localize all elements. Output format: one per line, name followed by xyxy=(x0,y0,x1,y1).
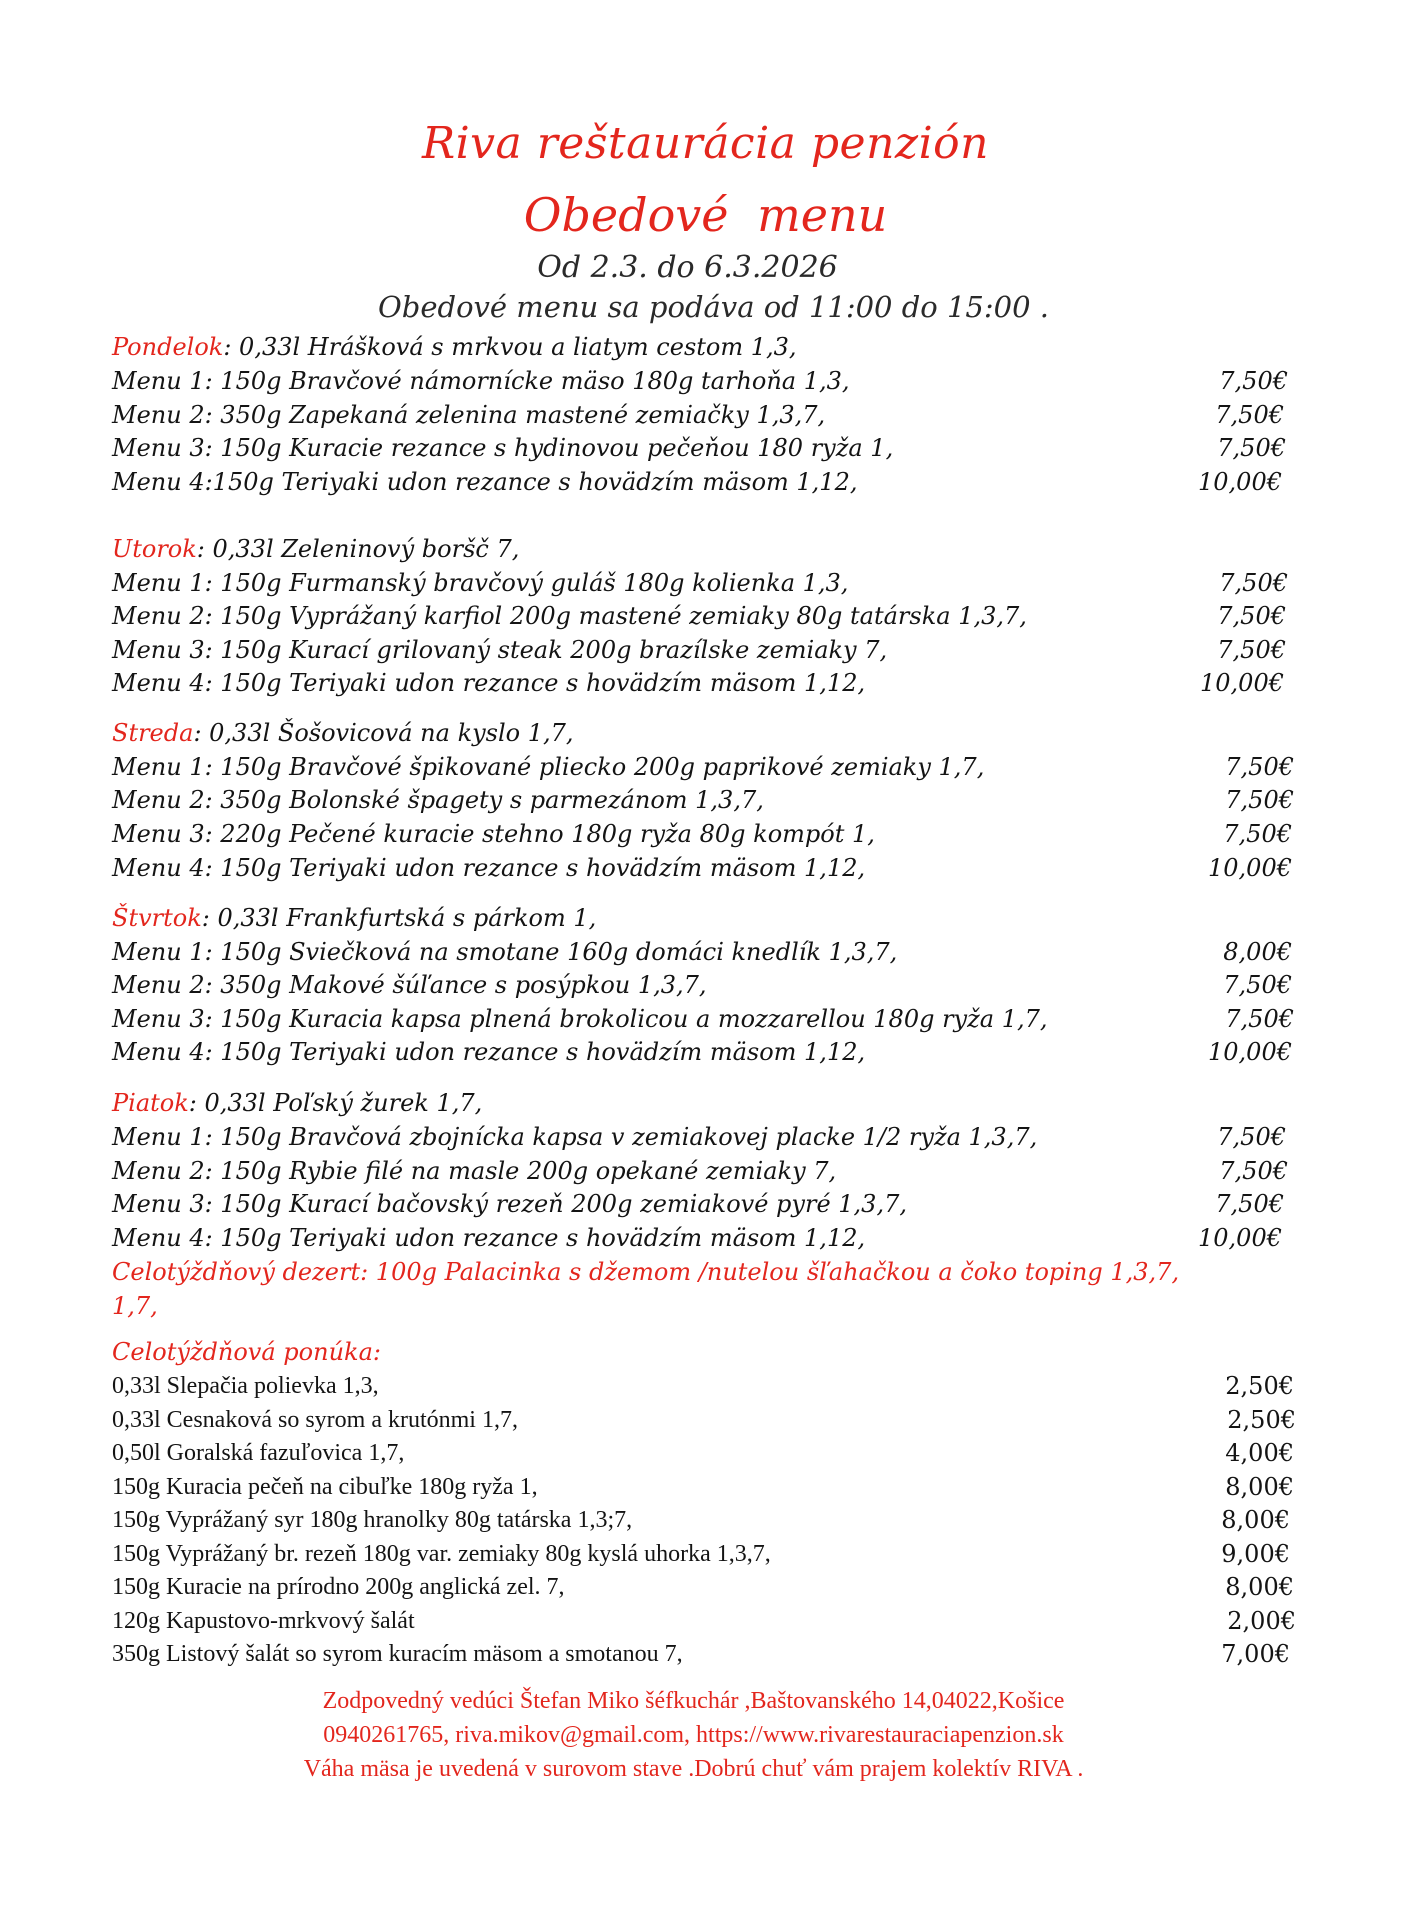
soup-of-day: : 0,33l Zeleninový boršč 7, xyxy=(196,535,520,563)
menu-item: Menu 1: 150g Bravčové špikované pliecko 200g paprikové zemiaky 1,7, xyxy=(112,753,985,781)
menu-price: 7,50€ xyxy=(1219,367,1288,395)
soup-of-day: : 0,33l Šošovicová na kyslo 1,7, xyxy=(193,719,574,747)
weekly-price: 2,50€ xyxy=(1227,1406,1296,1434)
menu-item: Menu 3: 150g Kurací bačovský rezeň 200g zemiakové pyré 1,3,7, xyxy=(112,1190,907,1218)
menu-item: Menu 3: 150g Kuracia kapsa plnená brokolicou a mozzarellou 180g ryža 1,7, xyxy=(112,1005,1048,1033)
menu-price: 7,50€ xyxy=(1225,786,1294,814)
day-name: Streda xyxy=(112,719,194,747)
weekly-price: 9,00€ xyxy=(1221,1540,1290,1568)
menu-item: Menu 3: 150g Kuracie rezance s hydinovou pečeňou 180 ryža 1, xyxy=(112,434,894,462)
weekly-item: 150g Vyprážaný syr 180g hranolky 80g tatárska 1,3;7, xyxy=(112,1507,633,1533)
day-heading-monday xyxy=(112,331,797,363)
menu-item: Menu 1: 150g Sviečková na smotane 160g domáci knedlík 1,3,7, xyxy=(112,938,898,966)
menu-item: Menu 1: 150g Furmanský bravčový guláš 180g kolienka 1,3, xyxy=(112,569,849,597)
day-heading-tuesday xyxy=(112,533,519,565)
menu-item: Menu 2: 350g Zapekaná zelenina mastené zemiačky 1,3,7, xyxy=(112,401,826,429)
weekly-dessert-allergens: 1,7, xyxy=(112,1292,158,1320)
serving-hours: Obedové menu sa podáva od 11:00 do 15:00 . xyxy=(378,290,1049,324)
weekly-item: 150g Kuracie na prírodno 200g anglická zel. 7, xyxy=(112,1574,565,1600)
menu-item: Menu 4:150g Teriyaki udon rezance s hovädzím mäsom 1,12, xyxy=(112,468,858,496)
menu-item: Menu 4: 150g Teriyaki udon rezance s hovädzím mäsom 1,12, xyxy=(112,1224,866,1252)
weekly-price: 2,50€ xyxy=(1225,1372,1294,1400)
weekly-item: 350g Listový šalát so syrom kuracím mäsom a smotanou 7, xyxy=(112,1641,683,1667)
day-name: Utorok xyxy=(112,535,197,563)
menu-price: 7,50€ xyxy=(1217,602,1286,630)
menu-item: Menu 2: 150g Vyprážaný karfiol 200g mastené zemiaky 80g tatárska 1,3,7, xyxy=(112,602,1027,630)
menu-price: 10,00€ xyxy=(1200,669,1284,697)
menu-price: 10,00€ xyxy=(1198,1224,1282,1252)
footer-contact: 0940261765, riva.mikov@gmail.com, https://www.rivarestauraciapenzion.sk xyxy=(323,1722,1064,1748)
weekly-item: 0,33l Cesnaková so syrom a krutónmi 1,7, xyxy=(112,1407,518,1433)
menu-price: 7,50€ xyxy=(1225,1005,1294,1033)
menu-title: Obedové menu xyxy=(523,188,888,242)
menu-item: Menu 4: 150g Teriyaki udon rezance s hovädzím mäsom 1,12, xyxy=(112,854,866,882)
menu-price: 8,00€ xyxy=(1223,938,1292,966)
menu-item: Menu 3: 150g Kurací grilovaný steak 200g brazílske zemiaky 7, xyxy=(112,636,888,664)
menu-price: 7,50€ xyxy=(1215,1190,1284,1218)
date-range: Od 2.3. do 6.3.2026 xyxy=(537,250,838,285)
weekly-price: 4,00€ xyxy=(1225,1439,1294,1467)
footer-manager-address: Zodpovedný vedúci Štefan Miko šéfkuchár ,Baštovanského 14,04022,Košice xyxy=(322,1688,1065,1714)
menu-price: 10,00€ xyxy=(1198,468,1282,496)
day-name: Pondelok xyxy=(112,333,224,361)
footer-note: Váha mäsa je uvedená v surovom stave .Dobrú chuť vám prajem kolektív RIVA . xyxy=(303,1756,1084,1782)
day-name: Štvrtok xyxy=(112,904,202,932)
menu-item: Menu 2: 150g Rybie filé na masle 200g opekané zemiaky 7, xyxy=(112,1157,837,1185)
weekly-item: 0,33l Slepačia polievka 1,3, xyxy=(112,1373,379,1399)
weekly-item: 120g Kapustovo-mrkvový šalát xyxy=(112,1608,415,1634)
menu-price: 7,50€ xyxy=(1219,569,1288,597)
weekly-price: 8,00€ xyxy=(1225,1573,1294,1601)
menu-price: 10,00€ xyxy=(1208,854,1292,882)
menu-item: Menu 4: 150g Teriyaki udon rezance s hovädzím mäsom 1,12, xyxy=(112,1038,866,1066)
menu-price: 7,50€ xyxy=(1215,401,1284,429)
weekly-price: 8,00€ xyxy=(1221,1506,1290,1534)
menu-price: 7,50€ xyxy=(1223,971,1292,999)
day-name: Piatok xyxy=(112,1089,189,1117)
day-heading-friday xyxy=(112,1087,482,1119)
menu-price: 7,50€ xyxy=(1217,434,1286,462)
weekly-offer-heading: Celotýždňová ponúka: xyxy=(112,1338,381,1366)
weekly-price: 8,00€ xyxy=(1225,1473,1294,1501)
day-heading-thursday xyxy=(112,902,596,934)
soup-of-day: : 0,33l Hrášková s mrkvou a liatym cestom 1,3, xyxy=(223,333,797,361)
menu-item: Menu 3: 220g Pečené kuracie stehno 180g ryža 80g kompót 1, xyxy=(112,820,875,848)
restaurant-title: Riva reštaurácia penzión xyxy=(421,118,989,169)
weekly-price: 2,00€ xyxy=(1227,1607,1296,1635)
menu-price: 10,00€ xyxy=(1208,1038,1292,1066)
menu-price: 7,50€ xyxy=(1217,636,1286,664)
weekly-item: 150g Kuracia pečeň na cibuľke 180g ryža 1, xyxy=(112,1474,538,1500)
soup-of-day: : 0,33l Poľský žurek 1,7, xyxy=(188,1089,483,1117)
menu-item: Menu 2: 350g Makové šúľance s posýpkou 1,3,7, xyxy=(112,971,707,999)
menu-price: 7,50€ xyxy=(1223,820,1292,848)
weekly-item: 150g Vyprážaný br. rezeň 180g var. zemiaky 80g kyslá uhorka 1,3,7, xyxy=(112,1541,771,1567)
weekly-item: 0,50l Goralská fazuľovica 1,7, xyxy=(112,1440,405,1466)
menu-item: Menu 4: 150g Teriyaki udon rezance s hovädzím mäsom 1,12, xyxy=(112,669,866,697)
menu-item: Menu 1: 150g Bravčová zbojnícka kapsa v zemiakovej placke 1/2 ryža 1,3,7, xyxy=(112,1123,1038,1151)
menu-item: Menu 2: 350g Bolonské špagety s parmezánom 1,3,7, xyxy=(112,786,764,814)
soup-of-day: : 0,33l Frankfurtská s párkom 1, xyxy=(201,904,597,932)
menu-price: 7,50€ xyxy=(1219,1157,1288,1185)
menu-price: 7,50€ xyxy=(1217,1123,1286,1151)
weekly-price: 7,00€ xyxy=(1221,1640,1290,1668)
menu-item: Menu 1: 150g Bravčové námornícke mäso 180g tarhoňa 1,3, xyxy=(112,367,850,395)
day-heading-wednesday xyxy=(112,717,574,749)
menu-price: 7,50€ xyxy=(1225,753,1294,781)
weekly-dessert: Celotýždňový dezert: 100g Palacinka s džemom /nutelou šľahačkou a čoko toping 1,3,7, xyxy=(112,1258,1180,1286)
